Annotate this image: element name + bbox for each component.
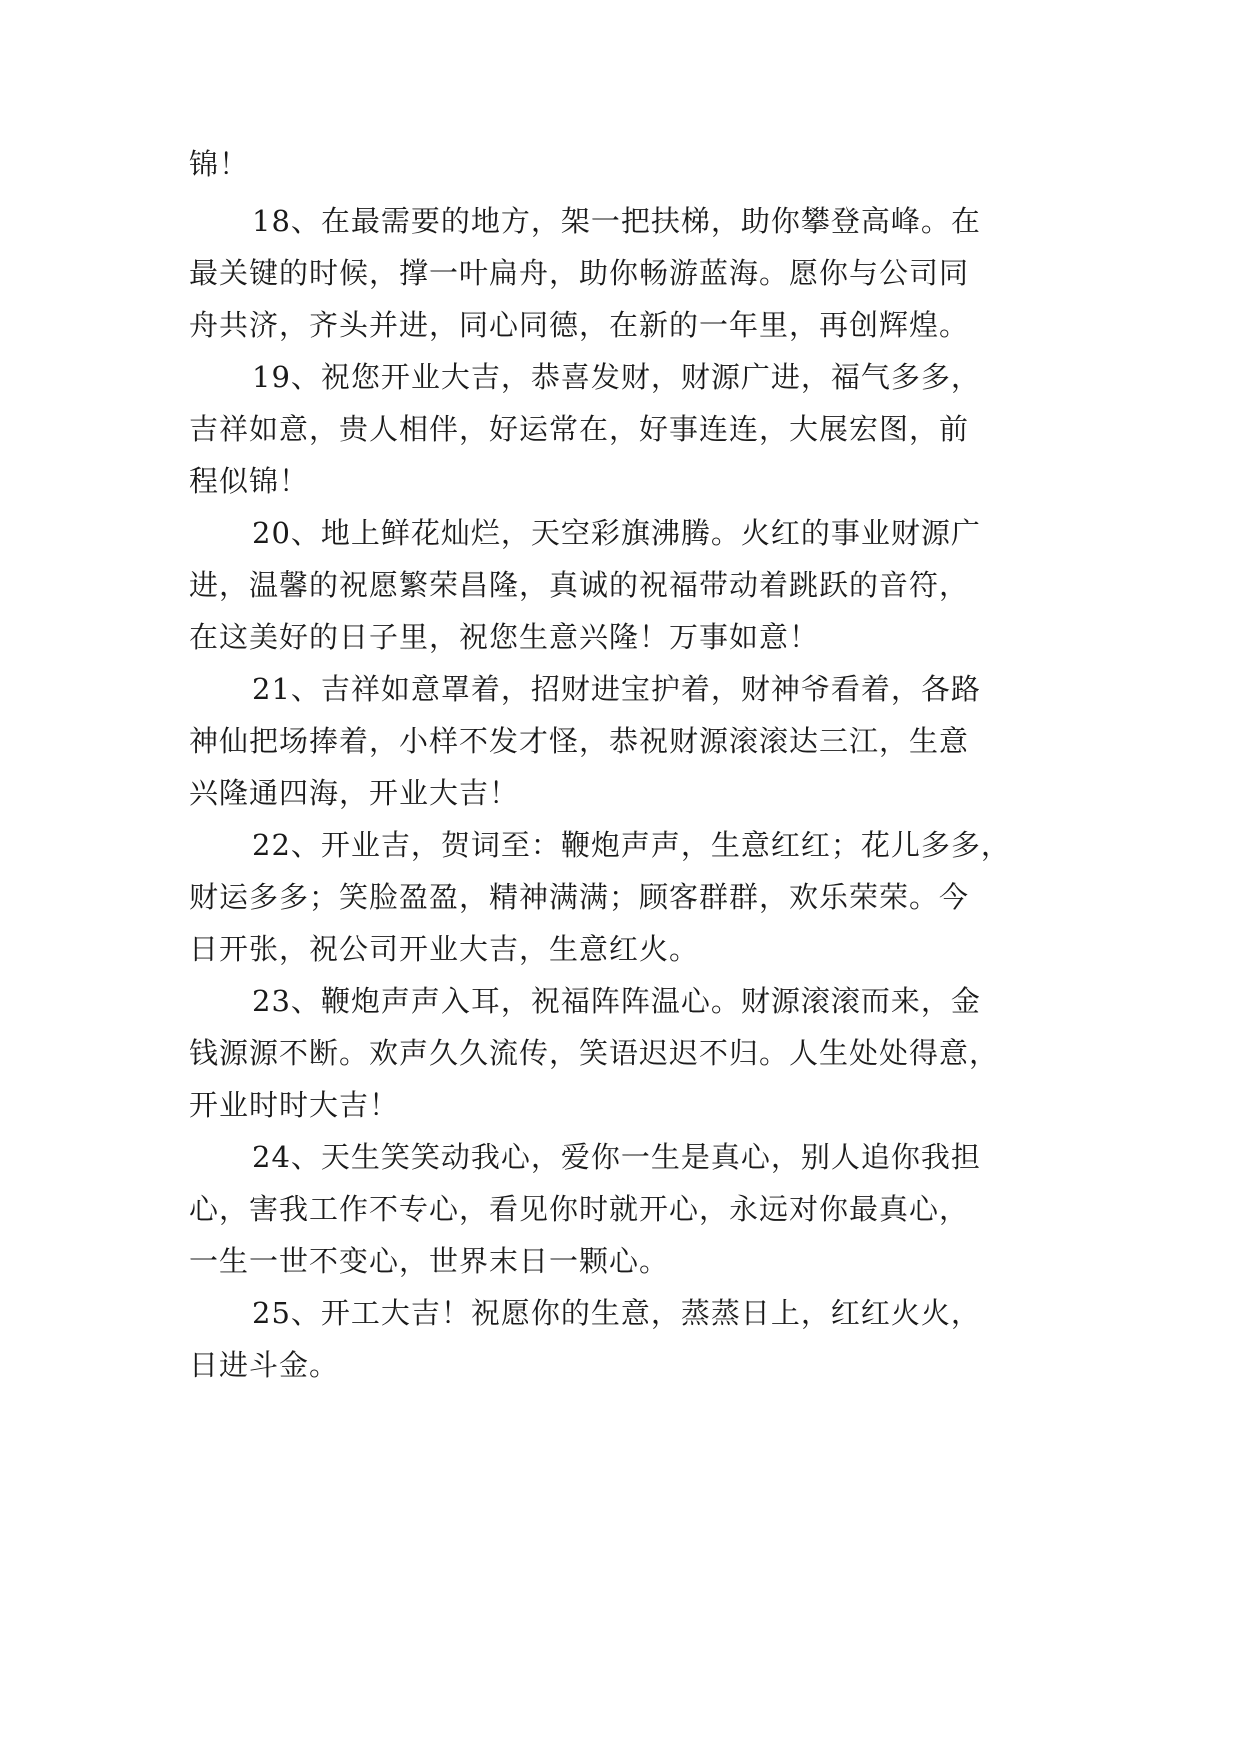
text-line: 神仙把场捧着，小样不发才怪，恭祝财源滚滚达三江，生意 — [189, 724, 970, 758]
text-line: 日进斗金。 — [189, 1348, 340, 1382]
text-line: 一生一世不变心，世界末日一颗心。 — [189, 1244, 670, 1278]
paragraph-19-first-line: 19、祝您开业大吉，恭喜发财，财源广进，福气多多， — [252, 360, 981, 394]
paragraph-18-first-line: 18、在最需要的地方，架一把扶梯，助你攀登高峰。在 — [252, 204, 981, 238]
text-line: 在这美好的日子里，祝您生意兴隆！万事如意！ — [189, 620, 820, 654]
text-line: 钱源源不断。欢声久久流传，笑语迟迟不归。人生处处得意， — [189, 1036, 1000, 1070]
text-line: 进，温馨的祝愿繁荣昌隆，真诚的祝福带动着跳跃的音符， — [189, 568, 970, 602]
text-line: 日开张，祝公司开业大吉，生意红火。 — [189, 932, 700, 966]
paragraph-23-first-line: 23、鞭炮声声入耳，祝福阵阵温心。财源滚滚而来，金 — [252, 984, 981, 1018]
text-line: 锦！ — [189, 147, 250, 181]
paragraph-21-first-line: 21、吉祥如意罩着，招财进宝护着，财神爷看着，各路 — [252, 672, 981, 706]
text-line: 开业时时大吉！ — [189, 1088, 400, 1122]
text-line: 吉祥如意，贵人相伴，好运常在，好事连连，大展宏图，前 — [189, 412, 970, 446]
text-line: 心，害我工作不专心，看见你时就开心，永远对你最真心， — [189, 1192, 970, 1226]
paragraph-24-first-line: 24、天生笑笑动我心，爱你一生是真心，别人追你我担 — [252, 1140, 981, 1174]
text-line: 财运多多；笑脸盈盈，精神满满；顾客群群，欢乐荣荣。今 — [189, 880, 970, 914]
paragraph-22-first-line: 22、开业吉，贺词至：鞭炮声声，生意红红；花儿多多， — [252, 828, 1011, 862]
text-line: 最关键的时候，撑一叶扁舟，助你畅游蓝海。愿你与公司同 — [189, 256, 970, 290]
text-line: 舟共济，齐头并进，同心同德，在新的一年里，再创辉煌。 — [189, 308, 970, 342]
paragraph-20-first-line: 20、地上鲜花灿烂，天空彩旗沸腾。火红的事业财源广 — [252, 516, 981, 550]
paragraph-25-first-line: 25、开工大吉！祝愿你的生意，蒸蒸日上，红红火火， — [252, 1296, 981, 1330]
text-line: 兴隆通四海，开业大吉！ — [189, 776, 520, 810]
text-line: 程似锦！ — [189, 464, 310, 498]
